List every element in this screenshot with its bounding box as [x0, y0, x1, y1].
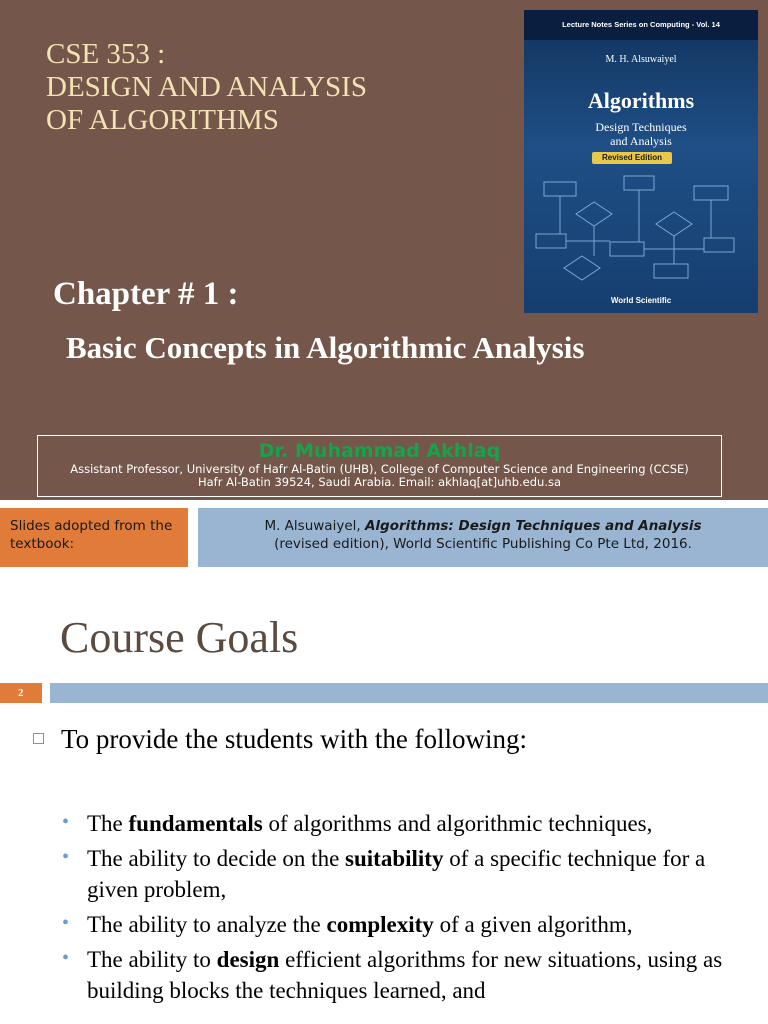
square-bullet-icon [33, 733, 44, 744]
list-item [60, 909, 740, 940]
list-item [60, 944, 740, 1006]
goal-text: The ability to [87, 947, 217, 972]
bullet-dot-icon: • [62, 846, 70, 868]
book-publisher: World Scientific [610, 296, 672, 305]
author-address: Hafr Al-Batin 39524, Saudi Arabia. Email: akhlaq[at]uhb.edu.sa [197, 475, 562, 489]
author-info-box [37, 435, 722, 497]
goal-text: The ability to analyze the [87, 912, 327, 937]
course-title-line: OF ALGORITHMS [46, 104, 279, 136]
author-name: Dr. Muhammad Akhlaq [258, 440, 501, 462]
goal-text: of a given algorithm, [433, 912, 633, 937]
goal-text: of a specific technique for a given problem, [87, 846, 706, 902]
bullet-dot-icon: • [62, 912, 70, 934]
reference-citation [198, 508, 768, 567]
book-series: Lecture Notes Series on Computing - Vol. 14 [524, 10, 758, 40]
header-bar [50, 683, 768, 703]
reference-label: Slides adopted from the textbook: [0, 508, 188, 567]
slide-title: Course Goals [60, 613, 299, 662]
book-cover-image [524, 10, 758, 313]
list-item [60, 808, 740, 839]
course-title-line: CSE 353 : [46, 38, 166, 70]
goal-keyword: complexity [326, 912, 434, 937]
book-author: M. H. Alsuwaiyel [605, 54, 677, 65]
author-affiliation: Assistant Professor, University of Hafr Al-Batin (UHB), College of Computer Science and Engineering (CCSE) [70, 462, 689, 476]
goal-keyword: design [216, 947, 280, 972]
book-subtitle [524, 120, 758, 148]
course-title [46, 38, 367, 137]
book-edition-badge: Revised Edition [592, 152, 672, 164]
chapter-number: Chapter # 1 : [53, 276, 239, 312]
goal-text: The ability to decide on the [87, 846, 346, 871]
reference-details: (revised edition), World Scientific Publishing Co Pte Ltd, 2016. [274, 536, 692, 552]
book-subtitle-line: and Analysis [610, 134, 672, 148]
book-subtitle-line: Design Techniques [595, 120, 687, 134]
goal-text: efficient algorithms for new situations, using as building blocks the techniques learned, and [87, 947, 723, 1003]
goal-keyword: suitability [345, 846, 444, 871]
goal-text: The [87, 811, 129, 836]
goal-keyword: fundamentals [128, 811, 263, 836]
book-title: Algorithms [587, 88, 695, 113]
reference-book-title: Algorithms: Design Techniques and Analysis [364, 518, 702, 534]
bullet-dot-icon: • [62, 947, 70, 969]
title-slide [0, 0, 768, 500]
goals-list [60, 808, 740, 1010]
flowchart-art [524, 172, 758, 292]
bullet-dot-icon: • [62, 811, 70, 833]
reference-author: M. Alsuwaiyel, [264, 518, 365, 534]
slide-number: 2 [0, 683, 42, 703]
list-item [60, 843, 740, 905]
course-title-line: DESIGN AND ANALYSIS [46, 71, 367, 103]
lead-bullet [33, 724, 527, 755]
chapter-title: Basic Concepts in Algorithmic Analysis [66, 330, 585, 365]
goal-text: of algorithms and algorithmic techniques, [262, 811, 653, 836]
lead-text: To provide the students with the following: [61, 724, 528, 754]
